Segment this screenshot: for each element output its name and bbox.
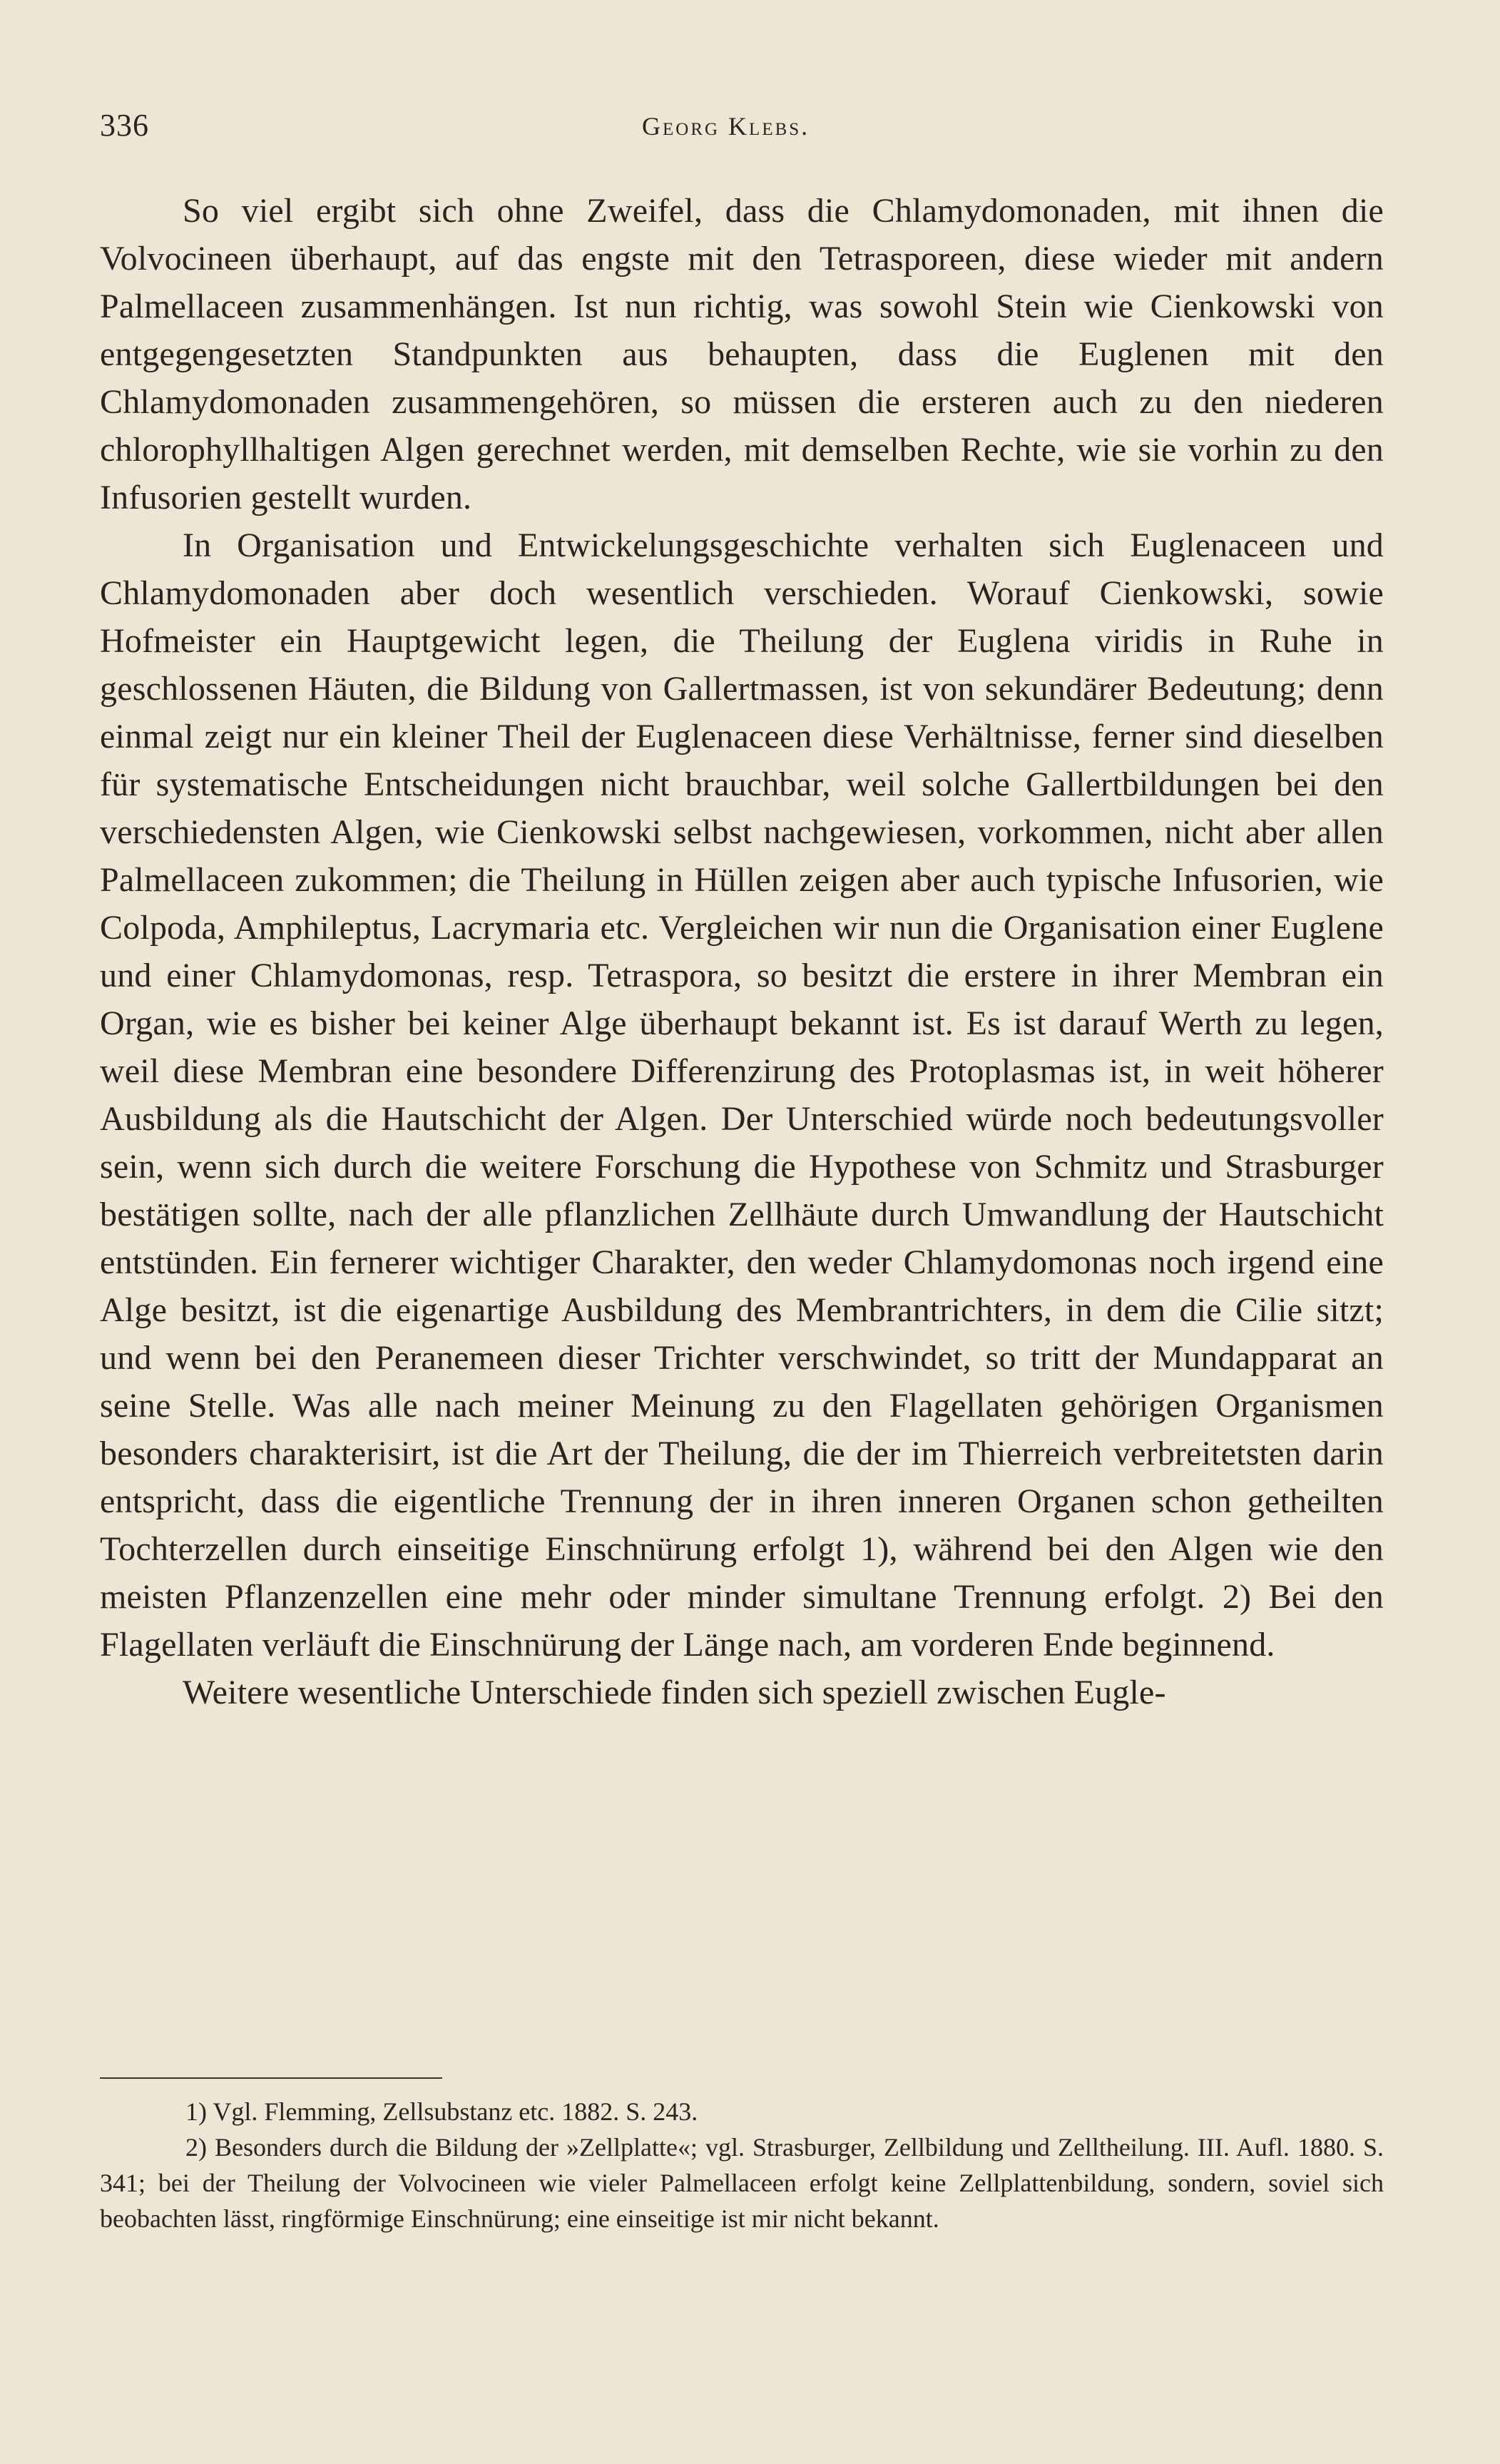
paragraph-2: In Organisation und Entwickelungsgeschichte verhalten sich Euglenaceen und Chlamydomonaden aber doch wesentlich verschieden. Worauf Cienkowski, sowie Hofmeister ein Hauptgewicht legen, die Theilung der Euglena viridis in Ruhe in geschlossenen Häuten, die Bildung von Gallertmassen, ist von sekundärer Bedeutung; denn einmal zeigt nur ein kleiner Theil der Euglenaceen diese Verhältnisse, ferner sind dieselben für systematische Entscheidungen nicht brauchbar, weil solche Gallertbildungen bei den verschiedensten Algen, wie Cienkowski selbst nachgewiesen, vorkommen, nicht aber allen Palmellaceen zukommen; die Theilung in Hüllen zeigen aber auch typische Infusorien, wie Colpoda, Amphileptus, Lacrymaria etc. Vergleichen wir nun die Organisation einer Euglene und einer Chlamydomonas, resp. Tetraspora, so besitzt die erstere in ihrer Membran ein Organ, wie es bisher bei keiner Alge überhaupt bekannt ist. Es ist darauf Werth zu legen, weil diese Membran eine besondere Differenzirung des Protoplasmas ist, in weit höherer Ausbildung als die Hautschicht der Algen. Der Unterschied würde noch bedeutungsvoller sein, wenn sich durch die weitere Forschung die Hypothese von Schmitz und Strasburger bestätigen sollte, nach der alle pflanzlichen Zellhäute durch Umwandlung der Hautschicht entstünden. Ein fernerer wichtiger Charakter, den weder Chlamydomonas noch irgend eine Alge besitzt, ist die eigenartige Ausbildung des Membrantrichters, in dem die Cilie sitzt; und wenn bei den Peranemeen dieser Trichter verschwindet, so tritt der Mundapparat an seine Stelle. Was alle nach meiner Meinung zu den Flagellaten gehörigen Organismen besonders charakterisirt, ist die Art der Theilung, die der im Thierreich verbreitetsten darin entspricht, dass die eigentliche Trennung der in ihren inneren Organen schon getheilten Tochterzellen durch einseitige Einschnürung erfolgt 1), während bei den Algen wie den meisten Pflanzenzellen eine mehr oder minder simultane Trennung erfolgt. 2) Bei den Flagellaten verläuft die Einschnürung der Länge nach, am vorderen Ende beginnend. [100,526,1384,1664]
footnote-2: 2) Besonders durch die Bildung der »Zellplatte«; vgl. Strasburger, Zellbildung und Zelltheilung. III. Aufl. 1880. S. 341; bei der Theilung der Volvocineen wie vieler Palmellaceen erfolgt keine Zellplattenbildung, sondern, soviel sich beobachten lässt, ringförmige Einschnürung; eine einseitige ist mir nicht bekannt. [100,2133,1384,2233]
footnotes [100,2094,1384,2236]
page-number: 336 [100,108,149,143]
footnote-1: 1) Vgl. Flemming, Zellsubstanz etc. 1882. S. 243. [185,2097,698,2126]
running-head: Georg Klebs. [642,112,810,141]
page-header [100,107,1384,150]
body-text [100,187,1384,1716]
paragraph-1: So viel ergibt sich ohne Zweifel, dass die Chlamydomonaden, mit ihnen die Volvocineen überhaupt, auf das engste mit den Tetrasporeen, diese wieder mit andern Palmellaceen zusammenhängen. Ist nun richtig, was sowohl Stein wie Cienkowski von entgegengesetzten Standpunkten aus behaupten, dass die Euglenen mit den Chlamydomonaden zusammengehören, so müssen die ersteren auch zu den niederen chlorophyllhaltigen Algen gerechnet werden, mit demselben Rechte, wie sie vorhin zu den Infusorien gestellt wurden. [100,192,1384,516]
footnote-separator [100,2077,442,2079]
paragraph-3: Weitere wesentliche Unterschiede finden sich speziell zwischen Eugle- [183,1674,1166,1711]
